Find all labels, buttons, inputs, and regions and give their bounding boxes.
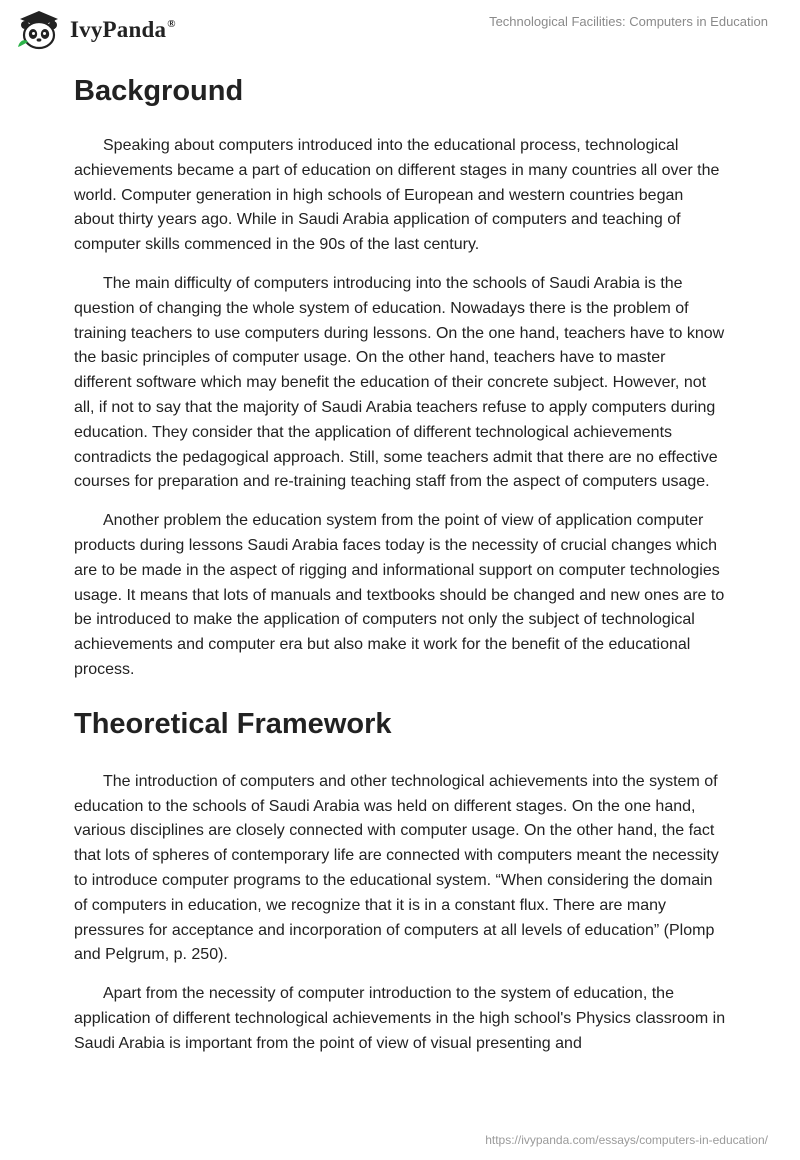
paragraph: Another problem the education system from the point of view of application computer products during lessons Saudi Arabia faces today is the necessity of crucial changes which are to be made in the aspect of rigging and informational support on computer technologies usage. It means that lots of manuals and textbooks should be changed and new ones are to be introduced to make the application of computers not only the subject of technological achievements and computer era but also make it work for the benefit of the educational process. xyxy=(74,512,725,678)
paragraph: The introduction of computers and other technological achievements into the system of education to the schools of Saudi Arabia was held on different stages. On the one hand, various disciplines are closely connected with computer usage. On the other hand, the fact that lots of spheres of contemporary life are connected with computers meant the necessity to introduce computer programs to the educational system. “When considering the domain of computers in education, we recognize that it is in a constant flux. There are many pressures for acceptance and incorporation of computers at all levels of education” (Plomp and Pelgrum, p. 250). xyxy=(74,772,719,964)
source-url[interactable]: https://ivypanda.com/essays/computers-in-education/ xyxy=(485,1133,768,1147)
paragraph: Apart from the necessity of computer introduction to the system of education, the application of different technological achievements in the high school's Physics classroom in Saudi Arabia is important from the point of view of visual presenting and xyxy=(74,985,726,1052)
essay-body xyxy=(74,72,726,1071)
running-title: Technological Facilities: Computers in Education xyxy=(489,14,768,29)
paragraph: Speaking about computers introduced into the educational process, technological achievements became a part of education on different stages in many countries all over the world. Computer generation in high schools of European and western countries began about thirty years ago. While in Saudi Arabia application of computers and teaching of computer skills commenced in the 90s of the last century. xyxy=(74,137,720,254)
section-heading-background: Background xyxy=(74,75,244,107)
panda-graduate-icon xyxy=(14,9,64,51)
page-header xyxy=(0,0,800,60)
brand-name: IvyPanda® xyxy=(70,17,176,42)
brand-logo[interactable] xyxy=(14,9,176,51)
section-heading-theoretical-framework: Theoretical Framework xyxy=(74,707,392,740)
paragraph: The main difficulty of computers introducing into the schools of Saudi Arabia is the question of changing the whole system of education. Nowadays there is the problem of training teachers to use computers during lessons. On the one hand, teachers have to know the basic principles of computer usage. On the other hand, teachers have to master different software which may benefit the education of their concrete subject. However, not all, if not to say that the majority of Saudi Arabia teachers refuse to apply computers during education. They consider that the application of different technological achievements contradicts the pedagogical approach. Still, some teachers admit that there are no effective courses for preparation and re-training teaching staff from the aspect of computers usage. xyxy=(74,274,725,491)
